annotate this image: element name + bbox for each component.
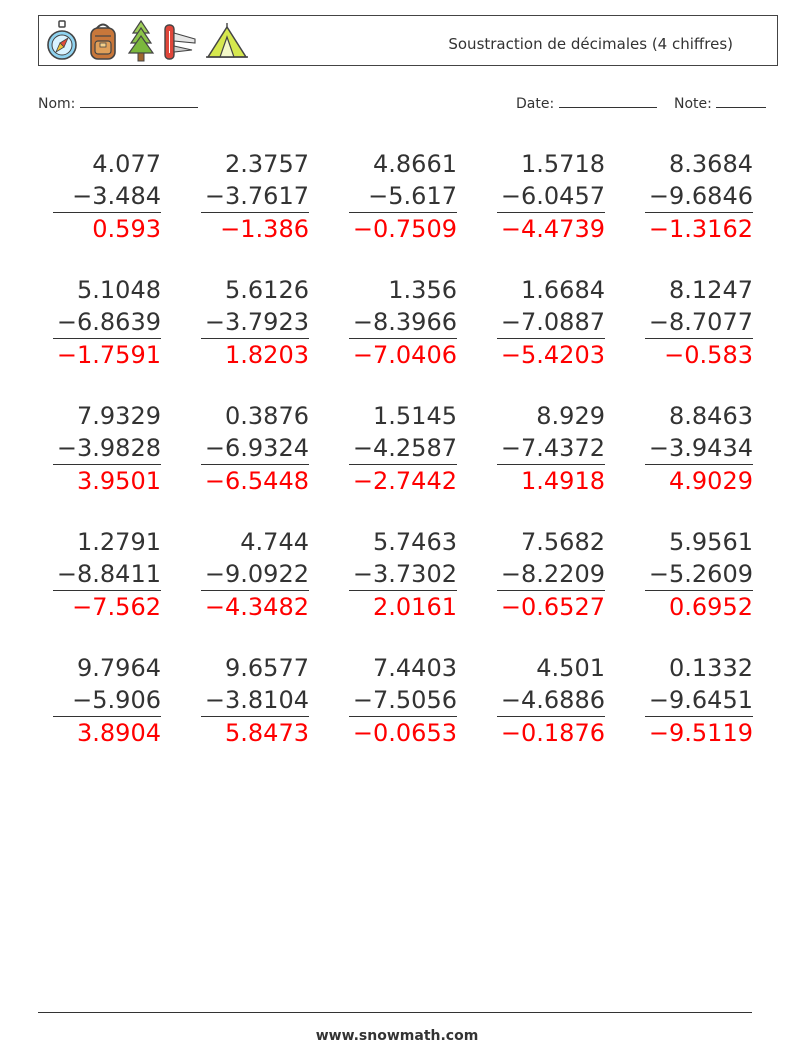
subtrahend: −9.6451 bbox=[645, 684, 753, 717]
minuend: 0.1332 bbox=[669, 654, 753, 682]
answer: −7.0406 bbox=[352, 341, 457, 369]
answer: −0.0653 bbox=[352, 719, 457, 747]
minuend: 9.7964 bbox=[77, 654, 161, 682]
subtrahend: −7.0887 bbox=[497, 306, 605, 339]
answer: 3.9501 bbox=[77, 467, 161, 495]
answer: 3.8904 bbox=[77, 719, 161, 747]
minuend: 8.929 bbox=[536, 402, 605, 430]
subtrahend: −8.7077 bbox=[645, 306, 753, 339]
minuend: 7.5682 bbox=[521, 528, 605, 556]
score-field bbox=[674, 93, 766, 112]
minuend: 4.501 bbox=[536, 654, 605, 682]
subtraction-problem bbox=[497, 274, 605, 371]
minuend: 8.1247 bbox=[669, 276, 753, 304]
subtrahend: −5.617 bbox=[349, 180, 457, 213]
subtraction-problem bbox=[201, 526, 309, 623]
subtrahend: −8.3966 bbox=[349, 306, 457, 339]
subtraction-problem bbox=[201, 400, 309, 497]
minuend: 4.744 bbox=[240, 528, 309, 556]
minuend: 0.3876 bbox=[225, 402, 309, 430]
compass-icon bbox=[45, 19, 79, 63]
subtrahend: −9.0922 bbox=[201, 558, 309, 591]
subtraction-problem bbox=[645, 148, 753, 245]
footer-divider bbox=[38, 1012, 752, 1013]
answer: 5.8473 bbox=[225, 719, 309, 747]
subtraction-problem bbox=[497, 400, 605, 497]
worksheet-title: Soustraction de décimales (4 chiffres) bbox=[448, 35, 733, 53]
minuend: 1.5145 bbox=[373, 402, 457, 430]
answer: −9.5119 bbox=[648, 719, 753, 747]
minuend: 7.9329 bbox=[77, 402, 161, 430]
answer: −0.583 bbox=[664, 341, 753, 369]
header-icons bbox=[45, 19, 249, 63]
answer: 2.0161 bbox=[373, 593, 457, 621]
answer: −7.562 bbox=[72, 593, 161, 621]
minuend: 1.5718 bbox=[521, 150, 605, 178]
subtrahend: −8.2209 bbox=[497, 558, 605, 591]
subtrahend: −3.7617 bbox=[201, 180, 309, 213]
subtraction-problem bbox=[645, 526, 753, 623]
subtraction-problem bbox=[645, 652, 753, 749]
subtrahend: −7.5056 bbox=[349, 684, 457, 717]
answer: −4.3482 bbox=[204, 593, 309, 621]
subtrahend: −5.2609 bbox=[645, 558, 753, 591]
minuend: 4.077 bbox=[92, 150, 161, 178]
tent-icon bbox=[205, 19, 249, 63]
subtrahend: −3.7923 bbox=[201, 306, 309, 339]
subtrahend: −4.2587 bbox=[349, 432, 457, 465]
backpack-icon bbox=[86, 19, 120, 63]
answer: −0.7509 bbox=[352, 215, 457, 243]
minuend: 1.6684 bbox=[521, 276, 605, 304]
minuend: 5.9561 bbox=[669, 528, 753, 556]
subtrahend: −6.0457 bbox=[497, 180, 605, 213]
subtraction-problem bbox=[53, 400, 161, 497]
subtraction-problem bbox=[349, 400, 457, 497]
subtrahend: −6.8639 bbox=[53, 306, 161, 339]
subtraction-problem bbox=[497, 148, 605, 245]
score-label: Note: bbox=[674, 96, 712, 112]
minuend: 9.6577 bbox=[225, 654, 309, 682]
date-label: Date: bbox=[516, 96, 555, 112]
subtrahend: −8.8411 bbox=[53, 558, 161, 591]
subtraction-problem bbox=[645, 400, 753, 497]
answer: −0.6527 bbox=[500, 593, 605, 621]
subtraction-problem bbox=[497, 526, 605, 623]
date-blank[interactable] bbox=[559, 93, 657, 108]
subtrahend: −7.4372 bbox=[497, 432, 605, 465]
minuend: 8.3684 bbox=[669, 150, 753, 178]
worksheet-header bbox=[38, 15, 778, 66]
pine-tree-icon bbox=[127, 19, 155, 63]
name-field bbox=[38, 93, 198, 112]
subtraction-problem bbox=[53, 652, 161, 749]
minuend: 1.356 bbox=[388, 276, 457, 304]
date-field bbox=[516, 93, 657, 112]
name-blank[interactable] bbox=[80, 93, 198, 108]
name-label: Nom: bbox=[38, 96, 76, 112]
answer: 1.8203 bbox=[225, 341, 309, 369]
minuend: 1.2791 bbox=[77, 528, 161, 556]
footer-website: www.snowmath.com bbox=[315, 1028, 479, 1044]
subtrahend: −3.9828 bbox=[53, 432, 161, 465]
minuend: 5.1048 bbox=[77, 276, 161, 304]
answer: 0.6952 bbox=[669, 593, 753, 621]
subtraction-problem bbox=[645, 274, 753, 371]
answer: −1.3162 bbox=[648, 215, 753, 243]
answer: 0.593 bbox=[92, 215, 161, 243]
subtraction-problem bbox=[201, 274, 309, 371]
subtraction-problem bbox=[53, 148, 161, 245]
minuend: 5.6126 bbox=[225, 276, 309, 304]
subtrahend: −3.9434 bbox=[645, 432, 753, 465]
answer: −5.4203 bbox=[500, 341, 605, 369]
subtraction-problem bbox=[349, 652, 457, 749]
subtraction-problem bbox=[53, 274, 161, 371]
answer: −0.1876 bbox=[500, 719, 605, 747]
subtrahend: −4.6886 bbox=[497, 684, 605, 717]
minuend: 5.7463 bbox=[373, 528, 457, 556]
subtrahend: −3.7302 bbox=[349, 558, 457, 591]
subtrahend: −5.906 bbox=[53, 684, 161, 717]
pocket-knife-icon bbox=[162, 19, 198, 63]
answer: −1.7591 bbox=[56, 341, 161, 369]
subtrahend: −9.6846 bbox=[645, 180, 753, 213]
subtraction-problem bbox=[349, 274, 457, 371]
minuend: 4.8661 bbox=[373, 150, 457, 178]
answer: −1.386 bbox=[220, 215, 309, 243]
answer: 4.9029 bbox=[669, 467, 753, 495]
minuend: 7.4403 bbox=[373, 654, 457, 682]
subtraction-problem bbox=[201, 652, 309, 749]
answer: −4.4739 bbox=[500, 215, 605, 243]
minuend: 8.8463 bbox=[669, 402, 753, 430]
score-blank[interactable] bbox=[716, 93, 766, 108]
minuend: 2.3757 bbox=[225, 150, 309, 178]
subtrahend: −3.8104 bbox=[201, 684, 309, 717]
answer: 1.4918 bbox=[521, 467, 605, 495]
subtraction-problem bbox=[349, 526, 457, 623]
subtraction-problem bbox=[497, 652, 605, 749]
subtrahend: −6.9324 bbox=[201, 432, 309, 465]
answer: −2.7442 bbox=[352, 467, 457, 495]
answer: −6.5448 bbox=[204, 467, 309, 495]
subtraction-problem bbox=[53, 526, 161, 623]
subtraction-problem bbox=[349, 148, 457, 245]
subtraction-problem bbox=[201, 148, 309, 245]
subtrahend: −3.484 bbox=[53, 180, 161, 213]
